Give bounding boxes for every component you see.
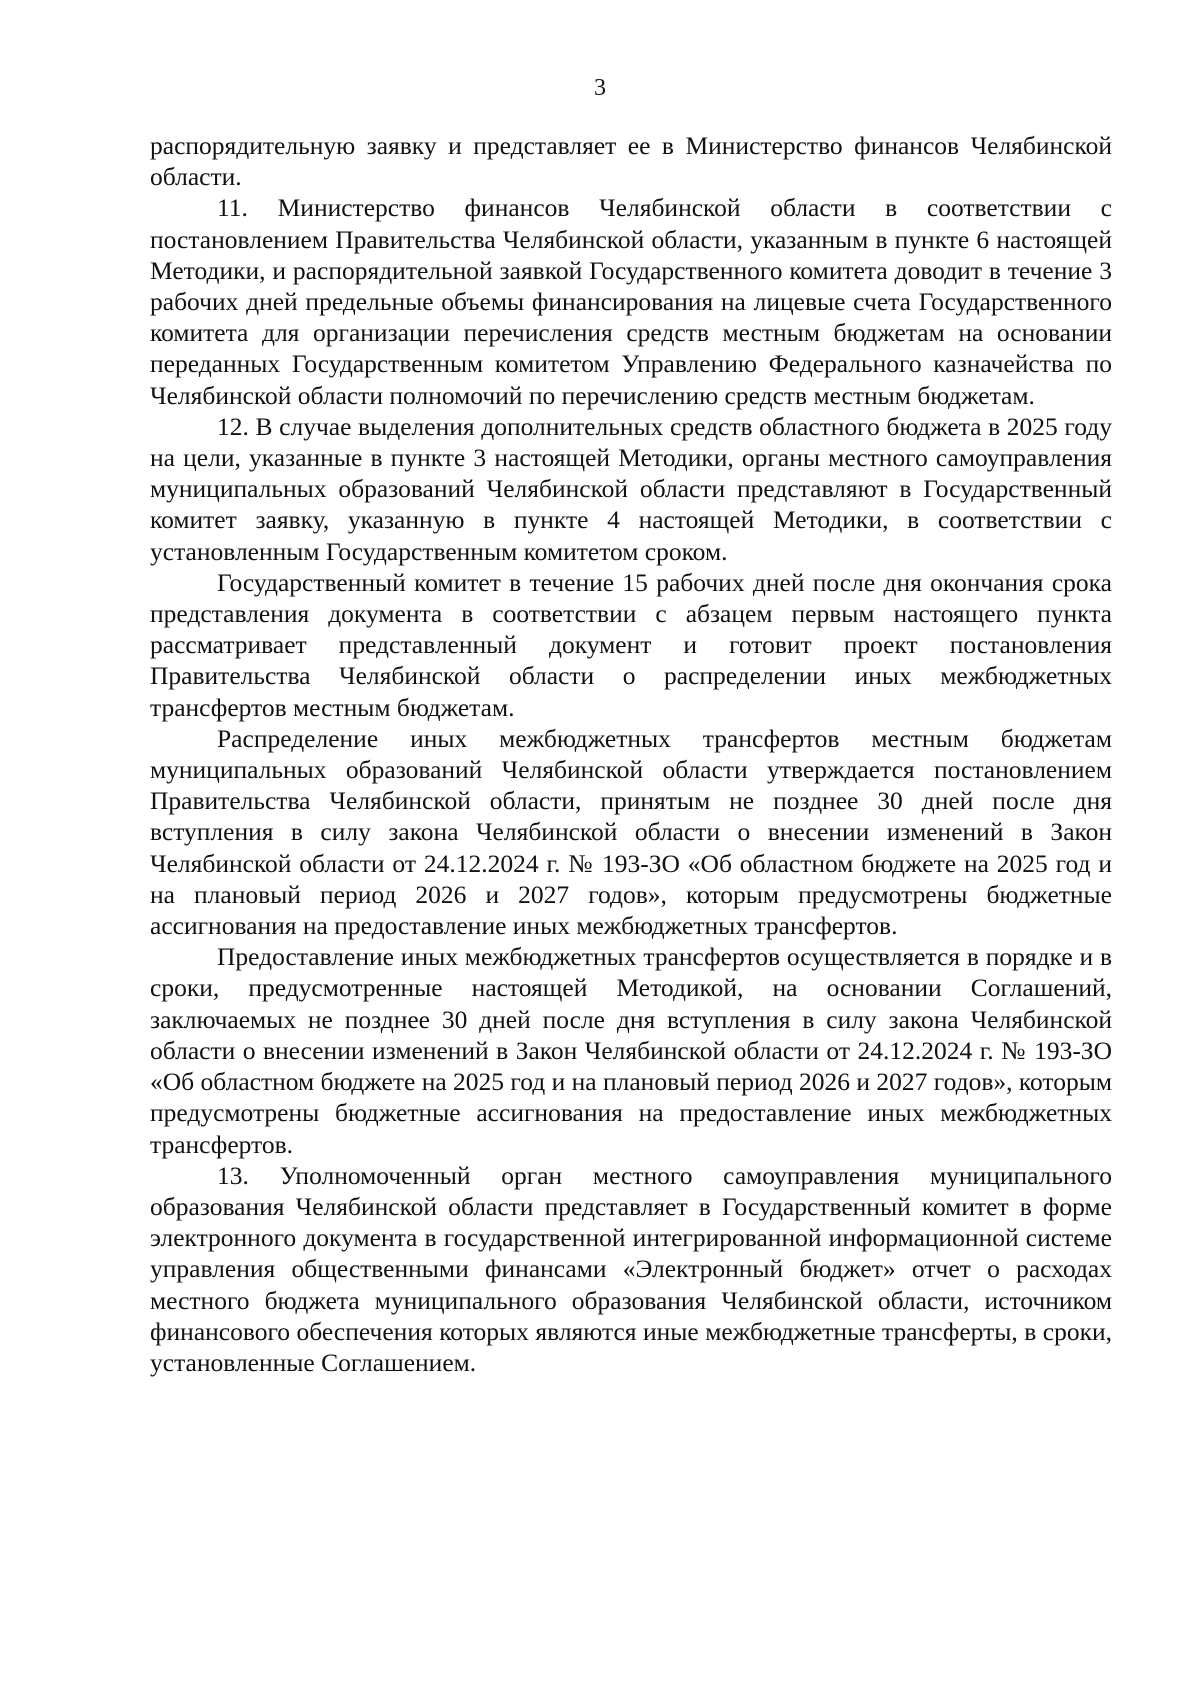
paragraph-item-12-distribution: Распределение иных межбюджетных трансфертов местным бюджетам муниципальных образований Челябинской области утверждается постановлением Правительства Челябинской области, принятым не позднее 30 дней после дня вступления в силу закона Челябинской области о внесении изменений в Закон Челябинской области от 24.12.2024 г. № 193-ЗО «Об областном бюджете на 2025 год и на плановый период 2026 и 2027 годов», которым предусмотрены бюджетные ассигнования на предоставление иных межбюджетных трансфертов. <box>150 723 1112 941</box>
paragraph-item-12-provision: Предоставление иных межбюджетных трансфертов осуществляется в порядке и в сроки, предусмотренные настоящей Методикой, на основании Соглашений, заключаемых не позднее 30 дней после дня вступления в силу закона Челябинской области о внесении изменений в Закон Челябинской области от 24.12.2024 г. № 193-ЗО «Об областном бюджете на 2025 год и на плановый период 2026 и 2027 годов», которым предусмотрены бюджетные ассигнования на предоставление иных межбюджетных трансфертов. <box>150 942 1112 1159</box>
document-body <box>150 130 1112 1378</box>
page-number: 3 <box>594 75 606 101</box>
paragraph-item-12-review: Государственный комитет в течение 15 рабочих дней после дня окончания срока представления документа в соответствии с абзацем первым настоящего пункта рассматривает представленный документ и готовит проект постановления Правительства Челябинской области о распределении иных межбюджетных трансфертов местным бюджетам. <box>150 567 1112 722</box>
paragraph-continuation: распорядительную заявку и представляет ее в Министерство финансов Челябинской области. <box>150 131 1112 192</box>
paragraph-item-11: 11. Министерство финансов Челябинской области в соответствии с постановлением Правительства Челябинской области, указанным в пункте 6 настоящей Методики, и распорядительной заявкой Государственного комитета доводит в течение 3 рабочих дней предельные объемы финансирования на лицевые счета Государственного комитета для организации перечисления средств местным бюджетам на основании переданных Государственным комитетом Управлению Федерального казначейства по Челябинской области полномочий по перечислению средств местным бюджетам. <box>150 193 1112 410</box>
paragraph-item-12: 12. В случае выделения дополнительных средств областного бюджета в 2025 году на цели, указанные в пункте 3 настоящей Методики, органы местного самоуправления муниципальных образований Челябинской области представляют в Государственный комитет заявку, указанную в пункте 4 настоящей Методики, в соответствии с установленным Государственным комитетом сроком. <box>150 411 1112 566</box>
paragraph-item-13: 13. Уполномоченный орган местного самоуправления муниципального образования Челябинской области представляет в Государственный комитет в форме электронного документа в государственной интегрированной информационной системе управления общественными финансами «Электронный бюджет» отчет о расходах местного бюджета муниципального образования Челябинской области, источником финансового обеспечения которых являются иные межбюджетные трансферты, в сроки, установленные Соглашением. <box>150 1160 1112 1377</box>
